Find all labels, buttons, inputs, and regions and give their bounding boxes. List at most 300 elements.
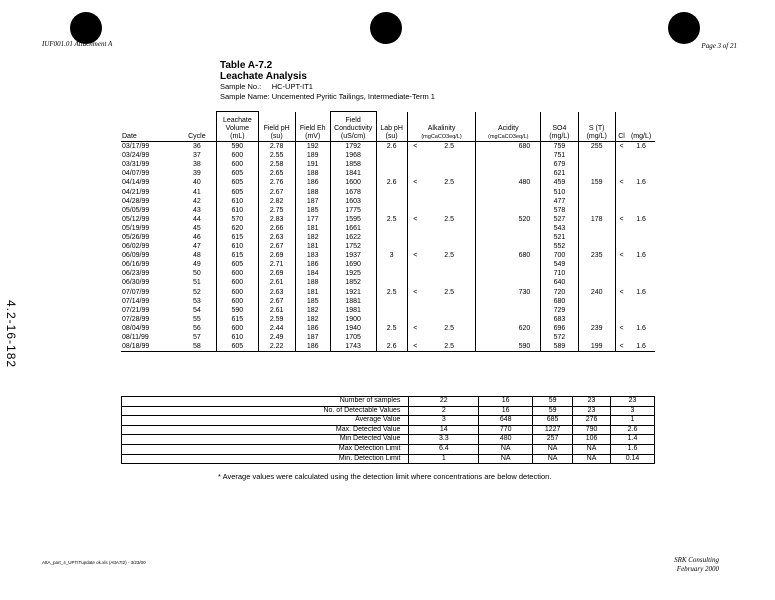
cell-s: 239 — [578, 324, 615, 333]
summary-s: 23 — [573, 406, 611, 416]
cell-s: 235 — [578, 251, 615, 260]
cell-date: 04/14/99 — [122, 179, 150, 187]
cell-so4: 683 — [541, 315, 578, 324]
cell-cycle: 39 — [178, 169, 217, 178]
col-field-ph: Field pH (su) — [258, 112, 295, 142]
cell-cl-qualifier — [615, 169, 627, 178]
cell-s — [578, 278, 615, 287]
cell-date: 07/14/99 — [122, 297, 150, 305]
cell-conductivity: 1937 — [330, 251, 376, 260]
cell-cycle: 42 — [178, 197, 217, 206]
cell-lab-ph — [376, 333, 407, 342]
cell-so4: 729 — [541, 306, 578, 315]
cell-date: 08/18/99 — [121, 342, 178, 352]
summary-s: NA — [573, 454, 611, 464]
cell-cycle: 38 — [178, 160, 217, 169]
cell-alkalinity-qualifier — [407, 224, 423, 233]
cell-lab-ph — [376, 187, 407, 196]
cell-cycle: 40 — [178, 178, 217, 187]
cell-alkalinity — [423, 197, 476, 206]
cell-conductivity: 1775 — [330, 206, 376, 215]
summary-acidity: NA — [479, 444, 533, 454]
cell-acidity: 680 — [476, 251, 541, 260]
cell-field-eh: 182 — [295, 233, 330, 242]
cell-cl-qualifier — [615, 187, 627, 196]
summary-acidity: 770 — [479, 425, 533, 435]
cell-cl: 1.6 — [636, 179, 646, 187]
summary-row — [122, 454, 655, 464]
cell-alkalinity — [423, 187, 476, 196]
cell-alkalinity-qualifier — [407, 315, 423, 324]
sample-no-label: Sample No.: — [220, 82, 262, 91]
cell-field-eh: 181 — [295, 288, 330, 297]
cell-alkalinity-qualifier: < — [413, 143, 418, 151]
summary-label: Min. Detection Limit — [122, 454, 409, 464]
cell-lab-ph — [376, 197, 407, 206]
cell-cl: 1.6 — [636, 215, 646, 223]
cell-cl — [627, 242, 655, 251]
cell-so4: 521 — [541, 233, 578, 242]
cell-date: 06/09/99 — [122, 252, 150, 260]
cell-alkalinity — [423, 206, 476, 215]
cell-s — [578, 151, 615, 160]
cell-field-ph: 2.66 — [258, 224, 295, 233]
cell-date: 06/02/99 — [122, 243, 150, 251]
cell-s: 159 — [578, 178, 615, 187]
cell-s — [578, 206, 615, 215]
summary-cl: 3 — [611, 406, 655, 416]
cell-cl-qualifier — [615, 224, 627, 233]
cell-cl — [627, 315, 655, 324]
cell-volume: 600 — [217, 269, 259, 278]
sample-no-line — [220, 82, 435, 92]
summary-row — [122, 406, 655, 416]
cell-lab-ph — [376, 315, 407, 324]
cell-s — [578, 169, 615, 178]
cell-field-eh: 187 — [295, 333, 330, 342]
cell-volume: 570 — [217, 215, 259, 224]
cell-lab-ph — [376, 160, 407, 169]
summary-row — [122, 397, 655, 407]
cell-conductivity: 1841 — [330, 169, 376, 178]
cell-acidity — [476, 306, 541, 315]
cell-volume: 600 — [217, 324, 259, 333]
cell-field-ph: 2.67 — [258, 242, 295, 251]
cell-field-ph: 2.55 — [258, 151, 295, 160]
cell-volume: 600 — [217, 151, 259, 160]
cell-cl-qualifier — [615, 306, 627, 315]
cell-alkalinity-qualifier: < — [413, 215, 418, 223]
cell-so4: 621 — [541, 169, 578, 178]
cell-alkalinity-qualifier — [407, 306, 423, 315]
cell-field-eh: 181 — [295, 224, 330, 233]
col-date: Date — [121, 112, 178, 142]
cell-s — [578, 160, 615, 169]
cell-lab-ph: 2.5 — [376, 288, 407, 297]
cell-alkalinity — [423, 242, 476, 251]
sample-name-value: Uncemented Pyritic Tailings, Intermediate-Term 1 — [271, 92, 435, 101]
col-cl: Cl — [615, 112, 627, 142]
cell-acidity — [476, 160, 541, 169]
sample-no-value: HC-UPT-IT1 — [271, 82, 313, 91]
cell-volume: 600 — [217, 297, 259, 306]
cell-date: 07/21/99 — [122, 306, 150, 314]
cell-cl — [627, 169, 655, 178]
cell-s — [578, 233, 615, 242]
cell-field-ph: 2.78 — [258, 142, 295, 152]
cell-lab-ph: 3 — [376, 251, 407, 260]
cell-acidity: 520 — [476, 215, 541, 224]
cell-field-eh: 188 — [295, 278, 330, 287]
cell-volume: 610 — [217, 197, 259, 206]
cell-cl: 1.6 — [636, 252, 646, 260]
cell-cl: 1.6 — [636, 143, 646, 151]
cell-field-ph: 2.49 — [258, 333, 295, 342]
header-left: IUF001.01 Attachment A — [42, 40, 113, 48]
cell-cycle: 41 — [178, 187, 217, 196]
side-code: 4.2-16-182 — [4, 300, 18, 369]
col-conductivity: Field Conductivity (uS/cm) — [330, 112, 376, 142]
cell-cl — [627, 151, 655, 160]
summary-acidity: NA — [479, 454, 533, 464]
cell-lab-ph — [376, 151, 407, 160]
col-cycle: Cycle — [178, 112, 217, 142]
cell-alkalinity — [423, 297, 476, 306]
cell-field-ph: 2.22 — [258, 342, 295, 352]
cell-alkalinity-qualifier — [407, 260, 423, 269]
table-row — [121, 233, 655, 242]
table-row — [121, 242, 655, 251]
table-row — [121, 142, 655, 152]
cell-date: 03/31/99 — [122, 161, 150, 169]
cell-conductivity: 1743 — [330, 342, 376, 352]
summary-row — [122, 444, 655, 454]
cell-alkalinity-qualifier — [407, 160, 423, 169]
cell-cycle: 57 — [178, 333, 217, 342]
summary-s: 276 — [573, 416, 611, 426]
summary-acidity: 16 — [479, 406, 533, 416]
cell-cycle: 55 — [178, 315, 217, 324]
col-so4-unit: (mg/L) — [549, 133, 570, 140]
cell-s — [578, 269, 615, 278]
cell-so4: 640 — [541, 278, 578, 287]
cell-acidity — [476, 233, 541, 242]
cell-conductivity: 1705 — [330, 333, 376, 342]
cell-volume: 605 — [217, 260, 259, 269]
cell-field-eh: 185 — [295, 206, 330, 215]
cell-cycle: 47 — [178, 242, 217, 251]
cell-volume: 610 — [217, 242, 259, 251]
cell-lab-ph — [376, 224, 407, 233]
cell-cl — [627, 206, 655, 215]
summary-so4: 59 — [533, 397, 573, 407]
cell-alkalinity — [423, 278, 476, 287]
cell-s — [578, 297, 615, 306]
cell-volume: 605 — [217, 342, 259, 352]
cell-alkalinity-qualifier — [407, 206, 423, 215]
cell-field-eh: 182 — [295, 315, 330, 324]
cell-so4: 543 — [541, 224, 578, 233]
cell-cl-qualifier — [615, 297, 627, 306]
cell-field-eh: 186 — [295, 324, 330, 333]
cell-conductivity: 1678 — [330, 187, 376, 196]
cell-field-eh: 188 — [295, 187, 330, 196]
cell-alkalinity-qualifier — [407, 151, 423, 160]
cell-cycle: 50 — [178, 269, 217, 278]
cell-cl-qualifier — [615, 151, 627, 160]
cell-volume: 620 — [217, 224, 259, 233]
cell-alkalinity-qualifier: < — [413, 288, 418, 296]
cell-cl-qualifier — [615, 269, 627, 278]
summary-alkalinity: 3.3 — [409, 435, 479, 445]
sample-name-label: Sample Name: — [220, 92, 270, 101]
cell-alkalinity-qualifier: < — [413, 252, 418, 260]
cell-alkalinity-qualifier — [407, 278, 423, 287]
cell-lab-ph: 2.5 — [376, 324, 407, 333]
cell-date: 08/04/99 — [122, 324, 150, 332]
cell-so4: 549 — [541, 260, 578, 269]
cell-s: 240 — [578, 288, 615, 297]
cell-field-eh: 189 — [295, 151, 330, 160]
binder-hole-center — [370, 12, 402, 44]
cell-field-ph: 2.71 — [258, 260, 295, 269]
summary-so4: 1227 — [533, 425, 573, 435]
cell-s — [578, 187, 615, 196]
cell-field-ph: 2.82 — [258, 197, 295, 206]
cell-field-ph: 2.67 — [258, 297, 295, 306]
cell-conductivity: 1852 — [330, 278, 376, 287]
table-row — [121, 206, 655, 215]
cell-s: 199 — [578, 342, 615, 352]
cell-cl-qualifier: < — [615, 342, 627, 352]
cell-cycle: 58 — [178, 342, 217, 352]
cell-cl-qualifier: < — [615, 324, 627, 333]
table-subtitle: Leachate Analysis — [220, 71, 307, 82]
cell-alkalinity: 2.5 — [444, 215, 455, 223]
cell-s: 178 — [578, 215, 615, 224]
cell-lab-ph: 2.5 — [376, 215, 407, 224]
cell-cl-qualifier — [615, 160, 627, 169]
cell-volume: 615 — [217, 251, 259, 260]
cell-cycle: 52 — [178, 288, 217, 297]
cell-cl — [627, 278, 655, 287]
cell-cl-qualifier — [615, 242, 627, 251]
cell-field-ph: 2.69 — [258, 269, 295, 278]
cell-alkalinity-qualifier — [407, 187, 423, 196]
cell-lab-ph — [376, 260, 407, 269]
summary-cl: 23 — [611, 397, 655, 407]
summary-acidity: 480 — [479, 435, 533, 445]
cell-field-eh: 183 — [295, 251, 330, 260]
cell-so4: 552 — [541, 242, 578, 251]
footer-company — [674, 556, 719, 574]
cell-cycle: 46 — [178, 233, 217, 242]
cell-alkalinity-qualifier: < — [413, 324, 418, 332]
cell-cl-qualifier: < — [615, 215, 627, 224]
cell-date: 05/05/99 — [122, 206, 150, 214]
page-number: Page 3 of 21 — [701, 42, 737, 50]
col-s-unit: (mg/L) — [586, 133, 607, 140]
cell-cycle: 54 — [178, 306, 217, 315]
cell-conductivity: 1921 — [330, 288, 376, 297]
cell-lab-ph — [376, 169, 407, 178]
cell-date: 03/17/99 — [122, 143, 150, 151]
sample-name-line — [220, 92, 435, 102]
cell-alkalinity-qualifier: < — [407, 342, 423, 352]
cell-alkalinity-qualifier — [407, 169, 423, 178]
cell-cl-qualifier — [615, 206, 627, 215]
footer-date: February 2000 — [676, 565, 719, 573]
header-row — [121, 112, 655, 142]
cell-cycle: 56 — [178, 324, 217, 333]
table-row — [121, 306, 655, 315]
cell-lab-ph — [376, 278, 407, 287]
cell-so4: 510 — [541, 187, 578, 196]
cell-acidity — [476, 224, 541, 233]
summary-row — [122, 416, 655, 426]
cell-so4: 680 — [541, 297, 578, 306]
cell-so4: 700 — [541, 251, 578, 260]
cell-cycle: 49 — [178, 260, 217, 269]
cell-field-ph: 2.67 — [258, 187, 295, 196]
cell-alkalinity — [423, 333, 476, 342]
cell-volume: 610 — [217, 206, 259, 215]
cell-field-eh: 186 — [295, 260, 330, 269]
cell-date: 04/28/99 — [122, 197, 150, 205]
col-so4 — [541, 112, 578, 142]
cell-cl: 1.6 — [636, 324, 646, 332]
cell-so4: 751 — [541, 151, 578, 160]
cell-conductivity: 1595 — [330, 215, 376, 224]
cell-cycle: 37 — [178, 151, 217, 160]
summary-cl: 1 — [611, 416, 655, 426]
summary-alkalinity: 14 — [409, 425, 479, 435]
cell-cl — [627, 197, 655, 206]
cell-field-ph: 2.69 — [258, 251, 295, 260]
cell-date: 05/12/99 — [122, 215, 150, 223]
cell-field-ph: 2.58 — [258, 160, 295, 169]
summary-alkalinity: 22 — [409, 397, 479, 407]
cell-so4: 759 — [541, 142, 578, 152]
cell-so4: 679 — [541, 160, 578, 169]
cell-alkalinity: 2.5 — [444, 288, 455, 296]
table-row — [121, 288, 655, 297]
cell-field-eh: 182 — [295, 306, 330, 315]
cell-conductivity: 1858 — [330, 160, 376, 169]
col-s — [578, 112, 615, 142]
cell-volume: 615 — [217, 233, 259, 242]
cell-s: 255 — [578, 142, 615, 152]
cell-alkalinity — [423, 260, 476, 269]
table-row — [121, 151, 655, 160]
cell-so4: 572 — [541, 333, 578, 342]
cell-cl — [627, 260, 655, 269]
cell-acidity: 620 — [476, 324, 541, 333]
cell-so4: 589 — [541, 342, 578, 352]
cell-lab-ph — [376, 242, 407, 251]
cell-alkalinity: 2.5 — [444, 179, 455, 187]
cell-cl: 1.6 — [627, 342, 655, 352]
cell-alkalinity — [423, 224, 476, 233]
cell-acidity — [476, 206, 541, 215]
table-row — [121, 260, 655, 269]
footer-file-path: AttA_part_4_UPTITupdate ok.xls (AttA7t2) - 3/23/00 — [42, 560, 146, 565]
cell-s — [578, 260, 615, 269]
cell-field-eh: 177 — [295, 215, 330, 224]
cell-lab-ph — [376, 233, 407, 242]
cell-alkalinity-qualifier — [407, 297, 423, 306]
cell-conductivity: 1603 — [330, 197, 376, 206]
summary-label: Max. Detected Value — [122, 425, 409, 435]
cell-so4: 477 — [541, 197, 578, 206]
cell-cl-qualifier — [615, 333, 627, 342]
cell-cycle: 51 — [178, 278, 217, 287]
cell-alkalinity: 2.5 — [423, 342, 476, 352]
cell-cl-qualifier — [615, 233, 627, 242]
cell-conductivity: 1981 — [330, 306, 376, 315]
cell-cl-qualifier — [615, 315, 627, 324]
col-so4-label: SO4 — [552, 125, 567, 132]
leachate-table — [121, 111, 655, 352]
cell-conductivity: 1940 — [330, 324, 376, 333]
cell-field-eh: 186 — [295, 178, 330, 187]
cell-date: 03/24/99 — [122, 152, 150, 160]
cell-so4: 696 — [541, 324, 578, 333]
cell-field-ph: 2.75 — [258, 206, 295, 215]
summary-cl: 0.14 — [611, 454, 655, 464]
cell-lab-ph — [376, 269, 407, 278]
table-row — [121, 224, 655, 233]
cell-s — [578, 333, 615, 342]
cell-lab-ph: 2.6 — [376, 342, 407, 352]
cell-conductivity: 1622 — [330, 233, 376, 242]
table-row — [121, 342, 655, 352]
cell-alkalinity-qualifier — [407, 242, 423, 251]
cell-acidity — [476, 187, 541, 196]
summary-cl: 1.4 — [611, 435, 655, 445]
cell-acidity — [476, 242, 541, 251]
table-row — [121, 297, 655, 306]
col-volume: Leachate Volume (mL) — [217, 112, 259, 142]
summary-s: NA — [573, 444, 611, 454]
summary-alkalinity: 6.4 — [409, 444, 479, 454]
cell-alkalinity — [423, 151, 476, 160]
cell-cl-qualifier: < — [615, 142, 627, 152]
cell-alkalinity-qualifier — [407, 333, 423, 342]
cell-alkalinity: 2.5 — [444, 143, 455, 151]
cell-field-ph: 2.83 — [258, 215, 295, 224]
cell-s — [578, 197, 615, 206]
cell-date: 04/07/99 — [122, 170, 150, 178]
cell-cl — [627, 306, 655, 315]
cell-acidity — [476, 315, 541, 324]
cell-field-ph: 2.44 — [258, 324, 295, 333]
summary-so4: 59 — [533, 406, 573, 416]
cell-conductivity: 1881 — [330, 297, 376, 306]
cell-lab-ph — [376, 306, 407, 315]
cell-acidity — [476, 197, 541, 206]
summary-label: Number of samples — [122, 397, 409, 407]
cell-date: 06/30/99 — [122, 279, 150, 287]
table-row — [121, 324, 655, 333]
summary-label: Average Value — [122, 416, 409, 426]
cell-date: 07/07/99 — [122, 288, 150, 296]
cell-alkalinity-qualifier — [407, 269, 423, 278]
cell-cl — [627, 333, 655, 342]
table-row — [121, 278, 655, 287]
cell-field-ph: 2.61 — [258, 306, 295, 315]
cell-volume: 605 — [217, 187, 259, 196]
